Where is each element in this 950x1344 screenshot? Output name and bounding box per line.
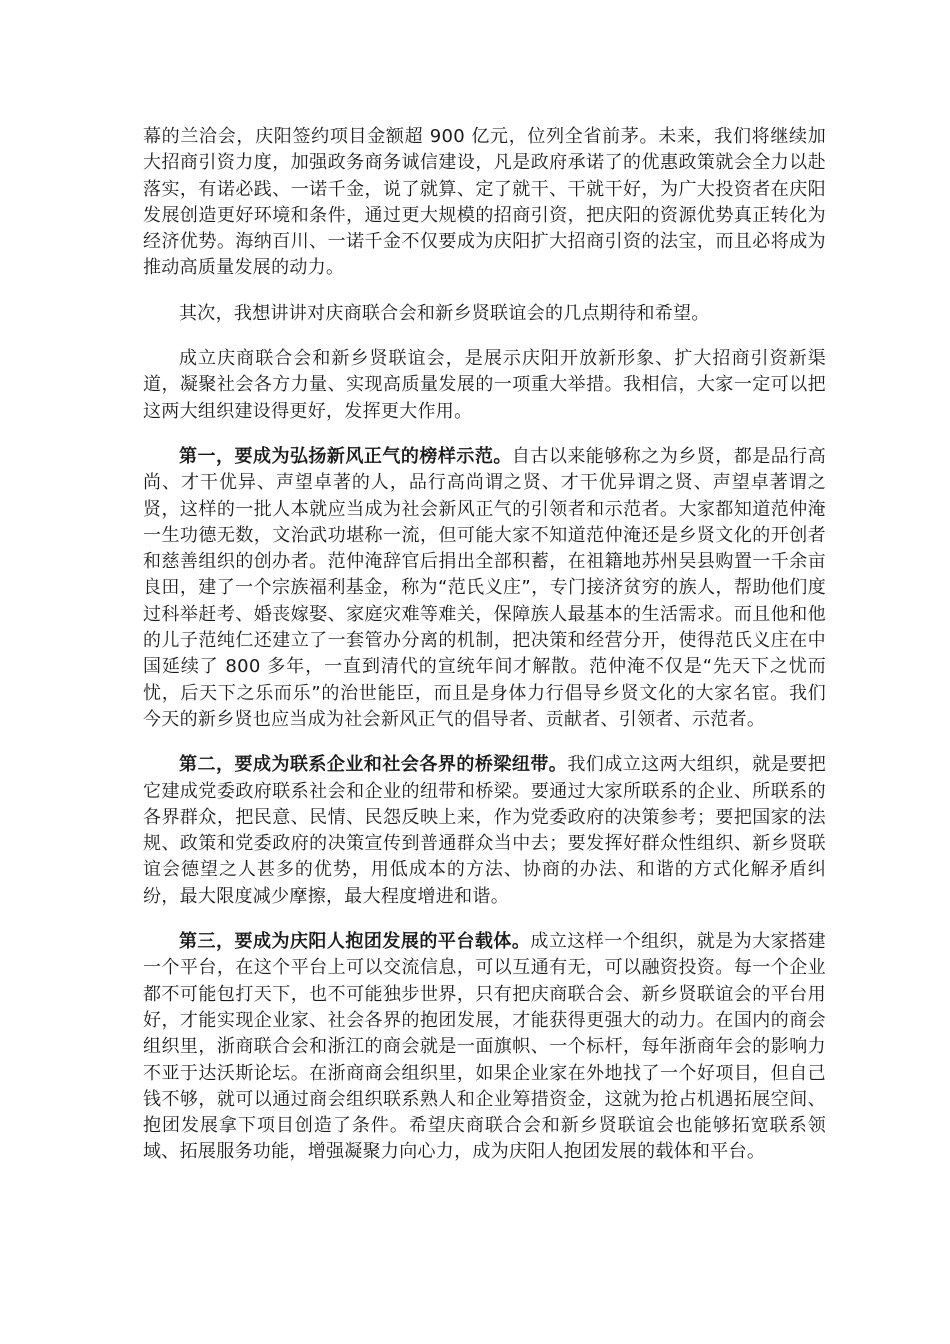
paragraph-expectations-intro [143,301,826,327]
paragraph-point-one [143,444,826,733]
document-body [143,124,826,1185]
paragraph-lead-heading: 第二，要成为联系企业和社会各界的桥梁纽带。 [179,754,568,776]
paragraph-text: 成立庆商联合会和新乡贤联谊会，是展示庆阳开放新形象、扩大招商引资新渠道，凝聚社会各方力量、实现高质量发展的一项重大举措。我相信，大家一定可以把这两大组织建设得更好，发挥更大作用。 [143,348,826,422]
paragraph-text: 幕的兰洽会，庆阳签约项目金额超 900 亿元，位列全省前茅。未来，我们将继续加大招商引资力度，加强政务商务诚信建设，凡是政府承诺了的优惠政策就会全力以赴落实，有诺必践、一诺千金，说了就算、定了就干、干就干好，为广大投资者在庆阳发展创造更好环境和条件，通过更大规模的招商引资，把庆阳的资源优势真正转化为经济优势。海纳百川、一诺千金不仅要成为庆阳扩大招商引资的法宝，而且必将成为推动高质量发展的动力。 [143,126,826,279]
paragraph-investment-commitment [143,124,826,282]
paragraph-point-two [143,752,826,910]
paragraph-founding-significance [143,346,826,425]
paragraph-text: 成立这样一个组织，就是为大家搭建一个平台，在这个平台上可以交流信息，可以互通有无，可以融资投资。每一个企业都不可能包打天下，也不可能独步世界，只有把庆商联合会、新乡贤联谊会的平台用好，才能实现企业家、社会各界的抱团发展，才能获得更强大的动力。在国内的商会组织里，浙商联合会和浙江的商会就是一面旗帜、一个标杆，每年浙商年会的影响力不亚于达沃斯论坛。在浙商商会组织里，如果企业家在外地找了一个好项目，但自己钱不够，就可以通过商会组织联系熟人和企业筹措资金，这就为抢占机遇拓展空间、抱团发展拿下项目创造了条件。希望庆商联合会和新乡贤联谊会也能够拓宽联系领域、拓展服务功能，增强凝聚力向心力，成为庆阳人抱团发展的载体和平台。 [143,931,826,1163]
paragraph-text: 其次，我想讲讲对庆商联合会和新乡贤联谊会的几点期待和希望。 [179,302,710,324]
paragraph-lead-heading: 第一，要成为弘扬新风正气的榜样示范。 [179,445,512,467]
paragraph-lead-heading: 第三，要成为庆阳人抱团发展的平台载体。 [179,931,531,953]
paragraph-text: 自古以来能够称之为乡贤，都是品行高尚、才干优异、声望卓著的人，品行高尚谓之贤、才干优异谓之贤、声望卓著谓之贤，这样的一批人本就应当成为社会新风正气的引领者和示范者。大家都知道范仲淹一生功德无数，文治武功堪称一流，但可能大家不知道范仲淹还是乡贤文化的开创者和慈善组织的创办者。范仲淹辞官后捐出全部积蓄，在祖籍地苏州吴县购置一千余亩良田，建了一个宗族福利基金，称为“范氏义庄”，专门接济贫穷的族人，帮助他们度过科举赶考、婚丧嫁娶、家庭灾难等难关，保障族人最基本的生活需求。而且他和他的儿子范纯仁还建立了一套管办分离的机制，把决策和经营分开，使得范氏义庄在中国延续了 800 多年，一直到清代的宣统年间才解散。范仲淹不仅是“先天下之忧而忧，后天下之乐而乐”的治世能臣，而且是身体力行倡导乡贤文化的大家名宦。我们今天的新乡贤也应当成为社会新风正气的倡导者、贡献者、引领者、示范者。 [143,445,826,730]
paragraph-text: 我们成立这两大组织，就是要把它建成党委政府联系社会和企业的纽带和桥梁。要通过大家所联系的企业、所联系的各界群众，把民意、民情、民怨反映上来，作为党委政府的决策参考；要把国家的法规、政策和党委政府的决策宣传到普通群众当中去；要发挥好群众性组织、新乡贤联谊会德望之人甚多的优势，用低成本的方法、协商的办法、和谐的方式化解矛盾纠纷，最大限度减少摩擦，最大程度增进和谐。 [143,754,826,907]
paragraph-point-three [143,929,826,1166]
